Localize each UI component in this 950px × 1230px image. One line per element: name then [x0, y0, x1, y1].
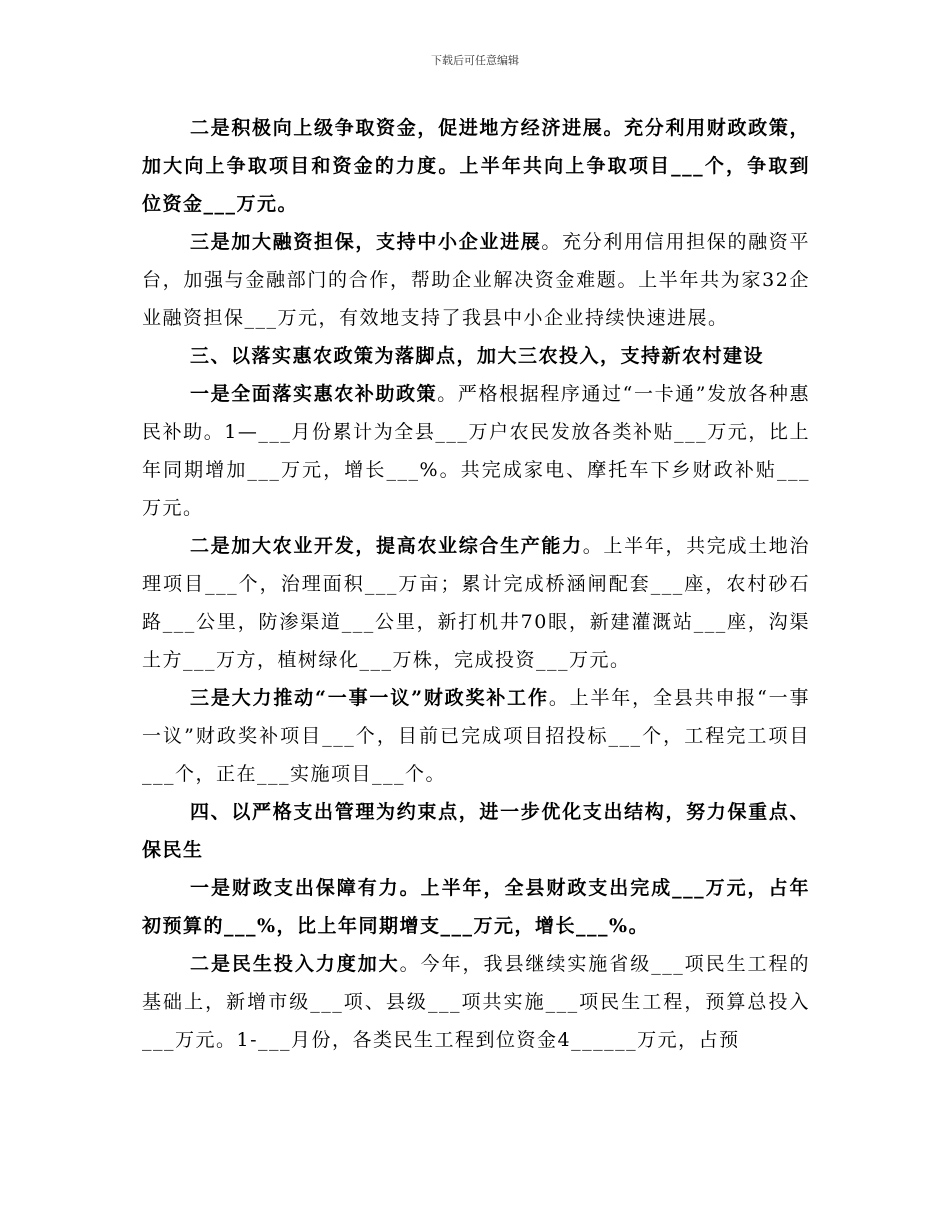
- paragraph-financing-guarantee: [142, 223, 810, 337]
- paragraph-text: 。严格根据程序通过“一卡通”发放各种惠民补助。1—___月份累计为全县___万户农民发放各类补贴___万元，比上年同期增加___万元，增长___%。共完成家电、摩托车下乡财政补贴___万元。: [142, 383, 810, 519]
- paragraph-text: 。上半年，全县共申报“一事一议”财政奖补项目___个，目前已完成项目招投标___个，工程完工项目___个，正在___实施项目___个。: [142, 687, 810, 785]
- paragraph-lead: 三是大力推动“一事一议”财政奖补工作: [190, 687, 549, 709]
- paragraph-one-issue-one-discussion: [142, 679, 810, 793]
- section-heading-expenditure: [142, 793, 810, 869]
- paragraph-agricultural-development: [142, 527, 810, 679]
- paragraph-expenditure-guarantee: [142, 869, 810, 945]
- paragraph-text: 一是财政支出保障有力。上半年，全县财政支出完成___万元，占年初预算的___%，比上年同期增支___万元，增长___%。: [142, 877, 810, 937]
- paragraph-lead: 二是民生投入力度加大: [190, 953, 400, 975]
- paragraph-text: 。上半年，共完成土地治理项目___个，治理面积___万亩；累计完成桥涵闸配套___座，农村砂石路___公里，防渗渠道___公里，新打机井70眼，新建灌溉站___座，沟渠土方___万方，植树绿化___万株，完成投资___万元。: [142, 535, 810, 671]
- paragraph-lead: 一是全面落实惠农补助政策: [190, 383, 438, 405]
- paragraph-lead: 二是加大农业开发，提高农业综合生产能力: [190, 535, 583, 557]
- paragraph-text: 。充分利用信用担保的融资平台，加强与金融部门的合作，帮助企业解决资金难题。上半年共为家32企业融资担保___万元，有效地支持了我县中小企业持续快速进展。: [142, 231, 810, 329]
- heading-text: 四、以严格支出管理为约束点，进一步优化支出结构，努力保重点、保民生: [142, 801, 810, 861]
- paragraph-lead: 三是加大融资担保，支持中小企业进展: [190, 231, 542, 253]
- paragraph-funding: [142, 109, 810, 223]
- paragraph-subsidy-policy: [142, 375, 810, 527]
- heading-text: 三、以落实惠农政策为落脚点，加大三农投入，支持新农村建设: [190, 345, 765, 367]
- paragraph-livelihood-investment: [142, 945, 810, 1059]
- paragraph-text: 二是积极向上级争取资金，促进地方经济进展。充分利用财政政策，加大向上争取项目和资金的力度。上半年共向上争取项目___个，争取到位资金___万元。: [142, 117, 810, 215]
- document-body: [142, 109, 810, 1059]
- page-header: 下载后可任意编辑: [431, 54, 519, 67]
- paragraph-text: 。今年，我县继续实施省级___项民生工程的基础上，新增市级___项、县级___项共实施___项民生工程，预算总投入___万元。1-___月份，各类民生工程到位资金4______万元，占预: [142, 953, 810, 1051]
- section-heading-agriculture: [142, 337, 810, 375]
